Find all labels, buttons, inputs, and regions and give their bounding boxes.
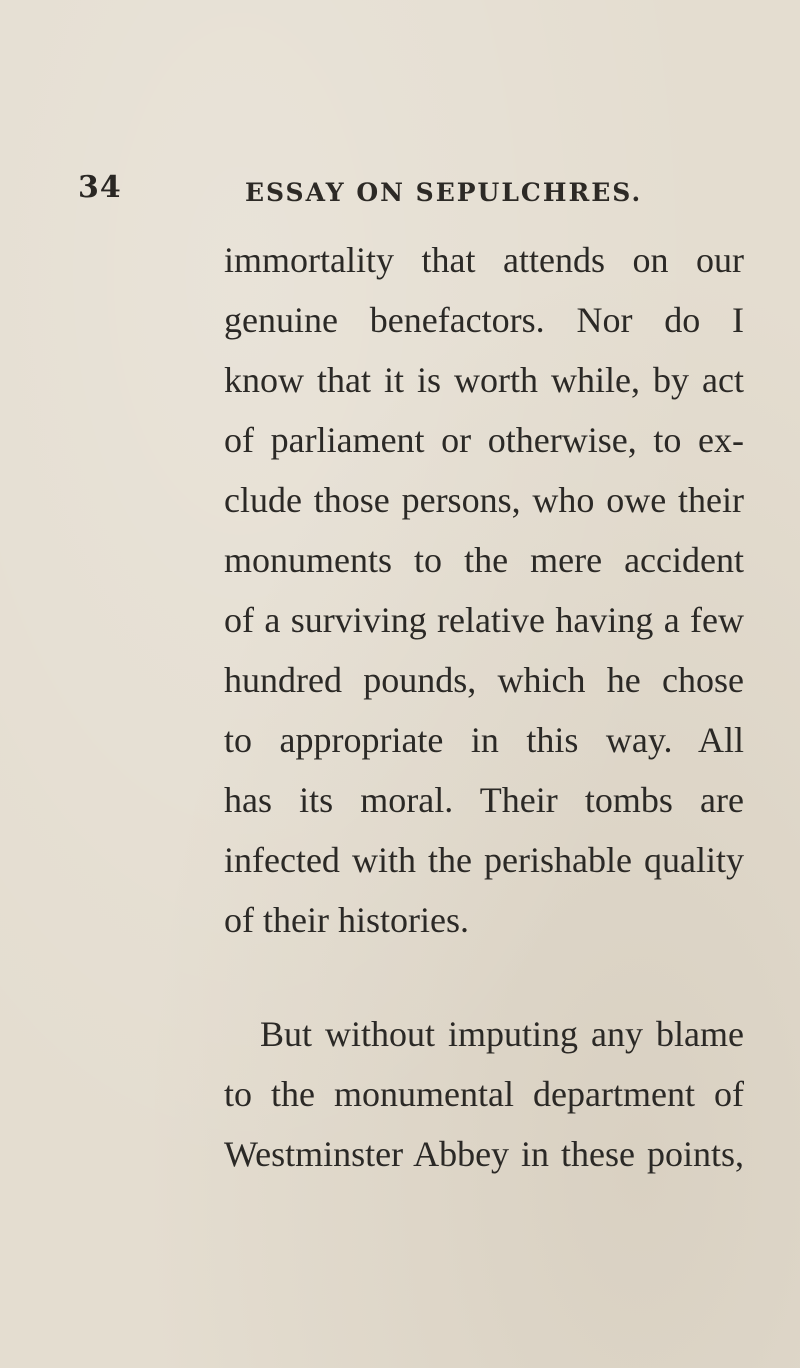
paragraph-gap xyxy=(224,950,744,1004)
text-line-indented: But without imputing any blame xyxy=(260,1014,744,1054)
text-line: of a surviving relative having a few xyxy=(224,600,744,640)
paragraph-1 xyxy=(224,230,744,950)
text-line: to appropriate in this way. All xyxy=(224,720,744,760)
text-line-last: of their histories. xyxy=(224,900,469,940)
text-line: immortality that attends on our xyxy=(224,240,744,280)
body-text xyxy=(224,230,744,1184)
text-line: know that it is worth while, by act xyxy=(224,360,744,400)
text-line: has its moral. Their tombs are xyxy=(224,780,744,820)
text-line: infected with the perishable quality xyxy=(224,840,744,880)
page-number: 34 xyxy=(78,170,122,205)
text-line: clude those persons, who owe their xyxy=(224,480,744,520)
paragraph-2 xyxy=(224,1004,744,1184)
text-line: of parliament or otherwise, to ex- xyxy=(224,420,744,460)
text-line: to the monumental department of xyxy=(224,1074,744,1114)
text-line: hundred pounds, which he chose xyxy=(224,660,744,700)
text-line: monuments to the mere accident xyxy=(224,540,744,580)
running-head: ESSAY ON SEPULCHRES. xyxy=(245,178,643,207)
text-line: Westminster Abbey in these points, xyxy=(224,1134,744,1174)
text-line: genuine benefactors. Nor do I xyxy=(224,300,744,340)
